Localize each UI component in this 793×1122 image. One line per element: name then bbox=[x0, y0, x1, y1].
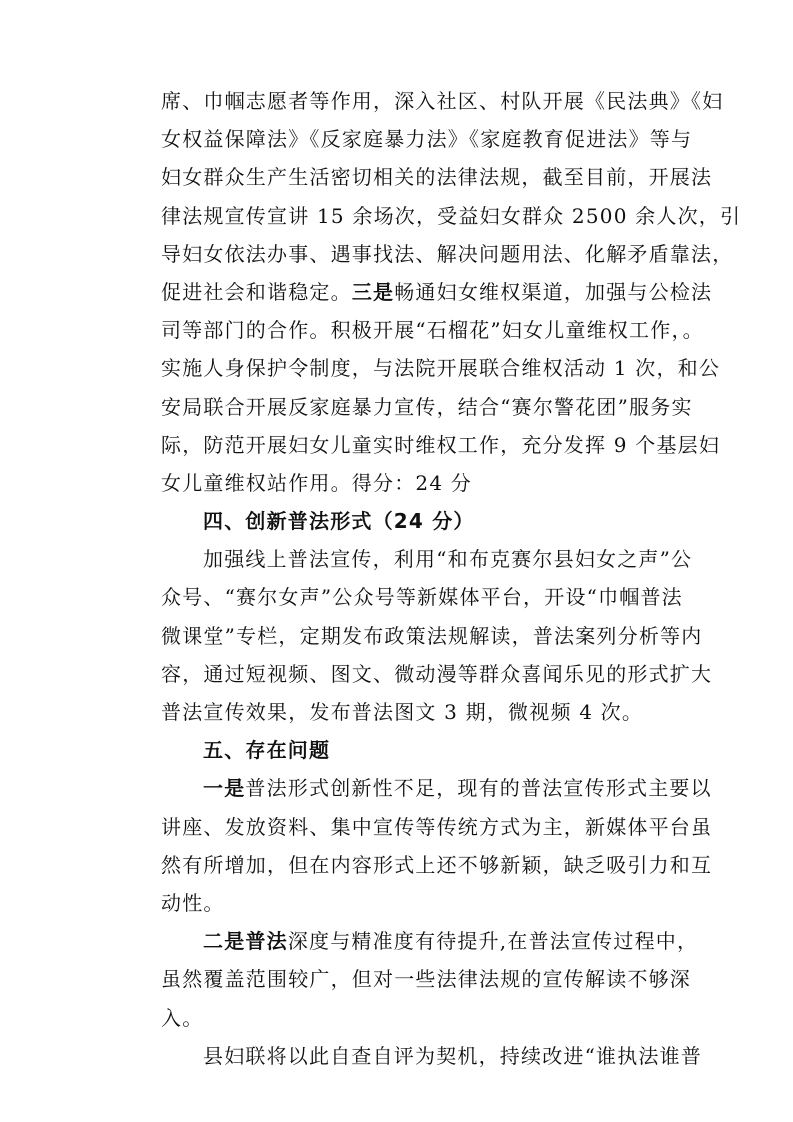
section-heading-5: 五、存在问题 bbox=[203, 738, 331, 763]
text-line: 容，通过短视频、图文、微动漫等群众喜闻乐见的形式扩大 bbox=[161, 661, 713, 686]
paragraph-problem-2 bbox=[161, 922, 699, 1037]
emphasis-label: 二是普法 bbox=[203, 929, 288, 954]
text-segment: 促进社会和谐稳定。 bbox=[161, 279, 352, 304]
text-line: 讲座、发放资料、集中宣传等传统方式为主，新媒体平台虽 bbox=[161, 814, 713, 839]
text-line: 动性。 bbox=[161, 890, 225, 915]
document-body bbox=[161, 82, 742, 1075]
paragraph-conclusion bbox=[161, 1037, 703, 1075]
text-line bbox=[161, 922, 699, 960]
text-line: 县妇联将以此自查自评为契机，持续改进“谁执法谁普 bbox=[203, 1043, 703, 1068]
text-segment: 深度与精准度有待提升,在普法宣传过程中， bbox=[287, 929, 699, 954]
text-line: 女权益保障法》《反家庭暴力法》《家庭教育促进法》等与 bbox=[161, 127, 693, 152]
text-line: 普法宣传效果，发布普法图文 3 期，微视频 4 次。 bbox=[161, 700, 644, 724]
text-line: 微课堂”专栏，定期发布政策法规解读，普法案列分析等内 bbox=[161, 623, 703, 648]
text-line: 妇女群众生产生活密切相关的法律法规，截至目前，开展法 bbox=[161, 165, 713, 190]
text-line bbox=[161, 769, 712, 807]
text-line: 入。 bbox=[161, 1005, 204, 1030]
text-line: 导妇女依法办事、遇事找法、解决问题用法、化解矛盾靠法， bbox=[161, 241, 734, 266]
text-line: 席、巾帼志愿者等作用，深入社区、村队开展《民法典》《妇 bbox=[161, 89, 724, 113]
text-line: 虽然覆盖范围较广，但对一些法律法规的宣传解读不够深 bbox=[161, 967, 691, 992]
section-heading-4: 四、创新普法形式（24 分） bbox=[203, 509, 475, 534]
paragraph-online-promotion bbox=[161, 540, 713, 731]
emphasis-label: 三是 bbox=[351, 279, 395, 304]
text-line: 安局联合开展反家庭暴力宣传，结合“赛尔警花团”服务实 bbox=[161, 394, 693, 419]
text-line: 女儿童维权站作用。得分：24 分 bbox=[161, 470, 473, 495]
text-line bbox=[161, 273, 713, 311]
text-line: 众号、“赛尔女声”公众号等新媒体平台，开设“巾帼普法 bbox=[161, 585, 683, 610]
text-line: 律法规宣传宣讲 15 余场次，受益妇女群众 2500 余人次，引 bbox=[161, 203, 742, 228]
text-line: 司等部门的合作。积极开展“石榴花”妇女儿童维权工作，。 bbox=[161, 318, 704, 343]
text-segment: 畅通妇女维权渠道，加强与公检法 bbox=[394, 279, 713, 304]
paragraph-dispute-resolution bbox=[161, 82, 742, 502]
text-line: 际，防范开展妇女儿童实时维权工作，充分发挥 9 个基层妇 bbox=[161, 432, 721, 457]
text-line: 然有所增加，但在内容形式上还不够新颖，缺乏吸引力和互 bbox=[161, 852, 713, 877]
text-line: 加强线上普法宣传，利用“和布克赛尔县妇女之声”公 bbox=[203, 547, 693, 572]
text-segment: 普法形式创新性不足，现有的普法宣传形式主要以 bbox=[245, 776, 712, 801]
text-line: 实施人身保护令制度，与法院开展联合维权活动 1 次，和公 bbox=[161, 356, 721, 381]
emphasis-label: 一是 bbox=[203, 776, 246, 801]
paragraph-problem-1 bbox=[161, 769, 713, 922]
